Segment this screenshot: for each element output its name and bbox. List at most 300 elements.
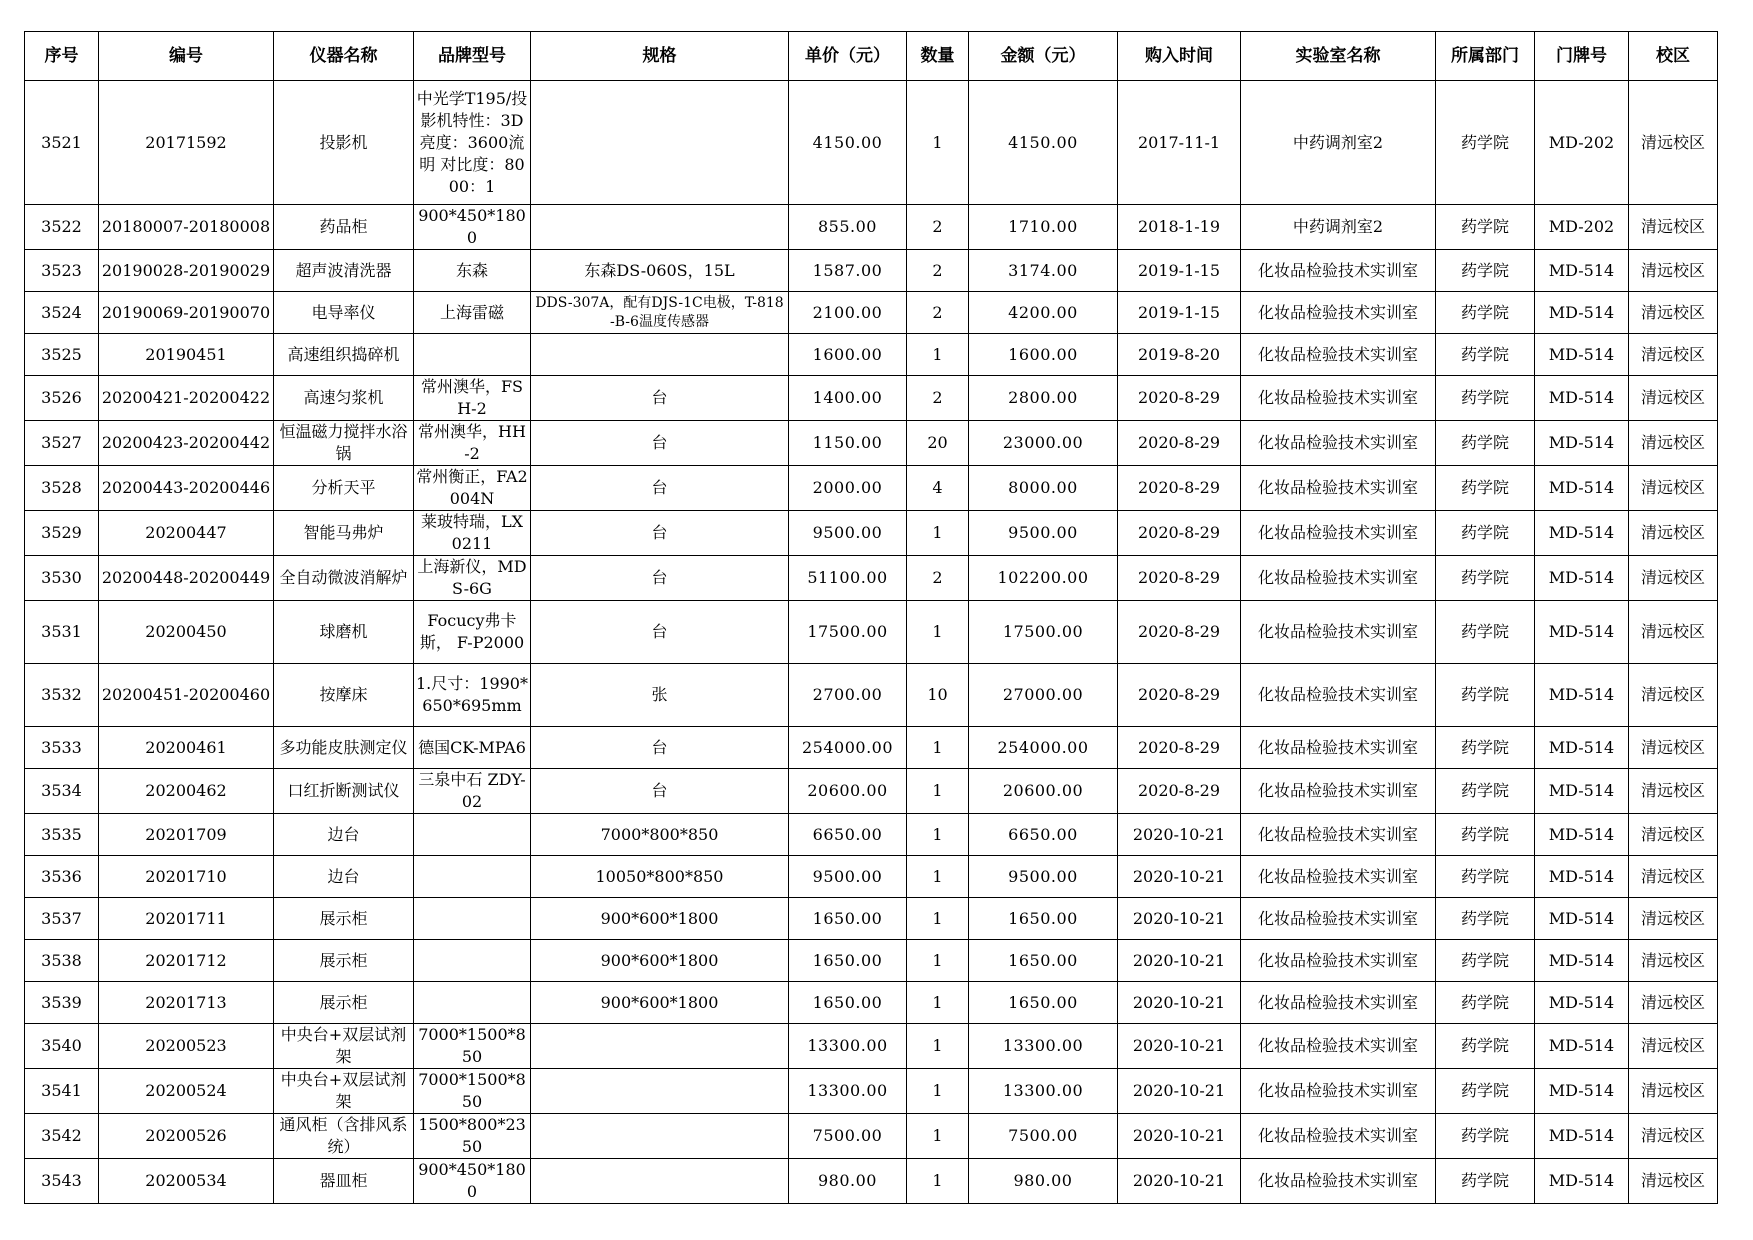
cell-specification-text: DDS-307A，配有DJS-1C电极，T-818-B-6温度传感器 xyxy=(535,294,784,330)
cell-specification xyxy=(531,376,789,421)
cell-asset-number xyxy=(99,982,274,1024)
cell-index xyxy=(25,898,99,940)
cell-department-text: 药学院 xyxy=(1460,992,1509,1012)
cell-quantity xyxy=(907,1114,969,1159)
cell-instrument-name xyxy=(274,292,414,334)
cell-amount xyxy=(969,556,1118,601)
cell-purchase-date-text: 2020-8-29 xyxy=(1137,568,1221,587)
cell-asset-number xyxy=(99,898,274,940)
cell-purchase-date xyxy=(1118,292,1241,334)
cell-quantity-text: 2 xyxy=(932,260,943,280)
cell-room-number xyxy=(1535,601,1629,664)
header-brand-model: 品牌型号 xyxy=(414,32,531,81)
cell-department-text: 药学院 xyxy=(1460,1081,1509,1100)
cell-purchase-date-text: 2020-10-21 xyxy=(1132,908,1226,928)
cell-asset-number-text: 20190069-20190070 xyxy=(101,302,271,322)
cell-unit-price-text: 1150.00 xyxy=(812,433,883,452)
cell-department xyxy=(1436,556,1535,601)
cell-index-text: 3543 xyxy=(41,1171,82,1190)
cell-brand-model xyxy=(414,334,531,376)
cell-asset-number-text: 20190028-20190029 xyxy=(101,260,271,280)
cell-amount-text: 13300.00 xyxy=(1002,1081,1084,1100)
cell-index-text: 3525 xyxy=(41,344,82,364)
cell-brand-model-text: 德国CK-MPA6 xyxy=(418,737,526,757)
cell-instrument-name-text: 按摩床 xyxy=(319,685,368,704)
cell-purchase-date xyxy=(1118,898,1241,940)
cell-department-text: 药学院 xyxy=(1460,622,1509,641)
cell-unit-price-text: 13300.00 xyxy=(807,1036,888,1055)
cell-asset-number xyxy=(99,601,274,664)
cell-quantity-text: 1 xyxy=(932,737,943,757)
cell-lab-name xyxy=(1241,250,1436,292)
cell-instrument-name-text: 超声波清洗器 xyxy=(295,260,392,280)
cell-brand-model xyxy=(414,814,531,856)
cell-unit-price xyxy=(789,511,907,556)
cell-purchase-date-text: 2020-8-29 xyxy=(1137,388,1221,407)
cell-room-number xyxy=(1535,1024,1629,1069)
cell-lab-name xyxy=(1241,940,1436,982)
cell-instrument-name-text: 展示柜 xyxy=(319,908,368,928)
cell-amount xyxy=(969,814,1118,856)
cell-lab-name-text: 化妆品检验技术实训室 xyxy=(1257,260,1418,280)
cell-room-number xyxy=(1535,556,1629,601)
cell-department-text: 药学院 xyxy=(1460,908,1509,928)
cell-asset-number-text: 20201710 xyxy=(145,866,227,886)
cell-room-number-text: MD-514 xyxy=(1548,737,1615,757)
cell-specification xyxy=(531,814,789,856)
cell-brand-model xyxy=(414,511,531,556)
cell-index-text: 3541 xyxy=(41,1081,82,1100)
cell-purchase-date-text: 2020-10-21 xyxy=(1132,1171,1226,1190)
cell-lab-name xyxy=(1241,601,1436,664)
cell-quantity xyxy=(907,292,969,334)
cell-amount xyxy=(969,205,1118,250)
cell-brand-model xyxy=(414,940,531,982)
cell-unit-price xyxy=(789,376,907,421)
cell-asset-number-text: 20190451 xyxy=(145,344,227,364)
cell-quantity-text: 1 xyxy=(932,1126,943,1145)
cell-quantity xyxy=(907,334,969,376)
cell-campus-text: 清远校区 xyxy=(1640,260,1705,280)
header-campus: 校区 xyxy=(1629,32,1718,81)
cell-brand-model-text: 常州衡正，FA2004N xyxy=(416,467,528,508)
cell-department-text: 药学院 xyxy=(1460,523,1509,542)
cell-department-text: 药学院 xyxy=(1460,1126,1509,1145)
cell-asset-number xyxy=(99,1159,274,1204)
cell-purchase-date xyxy=(1118,814,1241,856)
cell-department-text: 药学院 xyxy=(1460,781,1509,800)
table-row xyxy=(25,511,1718,556)
cell-specification xyxy=(531,898,789,940)
cell-lab-name xyxy=(1241,898,1436,940)
cell-lab-name-text: 化妆品检验技术实训室 xyxy=(1257,737,1418,757)
cell-department xyxy=(1436,421,1535,466)
cell-asset-number-text: 20180007-20180008 xyxy=(101,217,271,236)
cell-asset-number-text: 20200448-20200449 xyxy=(101,568,271,587)
cell-amount-text: 1710.00 xyxy=(1008,217,1078,236)
table-row xyxy=(25,250,1718,292)
cell-room-number-text: MD-202 xyxy=(1548,132,1615,152)
cell-room-number xyxy=(1535,898,1629,940)
cell-lab-name xyxy=(1241,421,1436,466)
cell-brand-model-text: 东森 xyxy=(455,260,488,280)
cell-quantity-text: 1 xyxy=(932,1036,943,1055)
cell-asset-number xyxy=(99,856,274,898)
cell-department xyxy=(1436,292,1535,334)
cell-brand-model xyxy=(414,466,531,511)
table-row xyxy=(25,1024,1718,1069)
cell-room-number xyxy=(1535,769,1629,814)
cell-index xyxy=(25,250,99,292)
cell-specification-text: 台 xyxy=(651,622,668,641)
cell-purchase-date xyxy=(1118,421,1241,466)
cell-amount-text: 20600.00 xyxy=(1002,781,1084,800)
cell-amount xyxy=(969,727,1118,769)
cell-index-text: 3537 xyxy=(41,908,82,928)
cell-quantity-text: 1 xyxy=(932,132,943,152)
cell-room-number-text: MD-514 xyxy=(1548,781,1615,800)
table-row xyxy=(25,601,1718,664)
cell-index xyxy=(25,1069,99,1114)
table-row xyxy=(25,466,1718,511)
cell-purchase-date-text: 2020-10-21 xyxy=(1132,1036,1226,1055)
cell-instrument-name xyxy=(274,727,414,769)
cell-lab-name xyxy=(1241,814,1436,856)
cell-lab-name-text: 化妆品检验技术实训室 xyxy=(1257,1126,1418,1145)
cell-specification xyxy=(531,334,789,376)
cell-department-text: 药学院 xyxy=(1460,433,1509,452)
cell-unit-price-text: 2000.00 xyxy=(812,478,883,497)
cell-brand-model xyxy=(414,1159,531,1204)
cell-unit-price xyxy=(789,727,907,769)
cell-brand-model-text: 7000*1500*850 xyxy=(418,1070,526,1111)
cell-asset-number-text: 20200461 xyxy=(145,737,227,757)
cell-amount-text: 254000.00 xyxy=(997,737,1089,757)
cell-campus xyxy=(1629,982,1718,1024)
cell-index xyxy=(25,856,99,898)
cell-room-number xyxy=(1535,940,1629,982)
cell-purchase-date xyxy=(1118,556,1241,601)
cell-amount xyxy=(969,1069,1118,1114)
cell-campus xyxy=(1629,1024,1718,1069)
cell-room-number-text: MD-514 xyxy=(1548,568,1615,587)
cell-index-text: 3532 xyxy=(41,685,82,704)
cell-index-text: 3533 xyxy=(41,737,82,757)
cell-unit-price-text: 1587.00 xyxy=(812,260,883,280)
cell-room-number-text: MD-514 xyxy=(1548,388,1615,407)
cell-department xyxy=(1436,81,1535,205)
cell-department-text: 药学院 xyxy=(1460,1036,1509,1055)
cell-department xyxy=(1436,601,1535,664)
cell-amount-text: 980.00 xyxy=(1013,1171,1073,1190)
header-room-number: 门牌号 xyxy=(1535,32,1629,81)
cell-lab-name xyxy=(1241,205,1436,250)
cell-quantity xyxy=(907,556,969,601)
cell-department-text: 药学院 xyxy=(1460,866,1509,886)
cell-index xyxy=(25,466,99,511)
cell-room-number-text: MD-514 xyxy=(1548,685,1615,704)
cell-amount-text: 23000.00 xyxy=(1002,433,1084,452)
cell-campus-text: 清远校区 xyxy=(1640,388,1705,407)
header-unit-price: 单价（元） xyxy=(789,32,907,81)
cell-specification-text: 张 xyxy=(651,685,668,704)
cell-specification xyxy=(531,1114,789,1159)
cell-campus xyxy=(1629,940,1718,982)
cell-amount xyxy=(969,292,1118,334)
cell-asset-number xyxy=(99,1024,274,1069)
cell-index-text: 3530 xyxy=(41,568,82,587)
cell-index xyxy=(25,376,99,421)
cell-department xyxy=(1436,727,1535,769)
cell-brand-model xyxy=(414,205,531,250)
cell-specification xyxy=(531,601,789,664)
cell-asset-number-text: 20200526 xyxy=(145,1126,227,1145)
cell-amount-text: 9500.00 xyxy=(1008,523,1078,542)
cell-campus-text: 清远校区 xyxy=(1640,478,1705,497)
cell-unit-price xyxy=(789,898,907,940)
cell-department-text: 药学院 xyxy=(1460,1171,1509,1190)
cell-purchase-date-text: 2020-10-21 xyxy=(1132,992,1226,1012)
cell-unit-price-text: 9500.00 xyxy=(812,866,883,886)
cell-specification-text: 台 xyxy=(651,737,668,757)
cell-specification xyxy=(531,769,789,814)
cell-room-number xyxy=(1535,982,1629,1024)
cell-department xyxy=(1436,205,1535,250)
cell-campus xyxy=(1629,769,1718,814)
cell-instrument-name-text: 边台 xyxy=(327,824,360,844)
cell-instrument-name xyxy=(274,1024,414,1069)
cell-instrument-name xyxy=(274,601,414,664)
cell-room-number xyxy=(1535,205,1629,250)
cell-department xyxy=(1436,664,1535,727)
cell-purchase-date xyxy=(1118,1024,1241,1069)
cell-lab-name xyxy=(1241,511,1436,556)
header-row xyxy=(25,32,1718,81)
cell-amount xyxy=(969,376,1118,421)
table-row xyxy=(25,205,1718,250)
cell-lab-name xyxy=(1241,376,1436,421)
cell-instrument-name-text: 智能马弗炉 xyxy=(303,523,384,542)
cell-quantity xyxy=(907,814,969,856)
cell-index xyxy=(25,814,99,856)
cell-amount-text: 2800.00 xyxy=(1008,388,1078,407)
cell-brand-model xyxy=(414,81,531,205)
cell-lab-name-text: 化妆品检验技术实训室 xyxy=(1257,1036,1418,1055)
cell-instrument-name xyxy=(274,1159,414,1204)
cell-lab-name-text: 化妆品检验技术实训室 xyxy=(1257,523,1418,542)
cell-campus xyxy=(1629,466,1718,511)
cell-asset-number xyxy=(99,292,274,334)
cell-room-number-text: MD-514 xyxy=(1548,950,1615,970)
cell-index xyxy=(25,769,99,814)
cell-lab-name-text: 化妆品检验技术实训室 xyxy=(1257,1171,1418,1190)
cell-purchase-date-text: 2020-8-29 xyxy=(1137,478,1221,497)
cell-specification xyxy=(531,1024,789,1069)
cell-campus xyxy=(1629,81,1718,205)
cell-brand-model-text: 900*450*1800 xyxy=(418,206,526,247)
cell-quantity xyxy=(907,511,969,556)
cell-lab-name-text: 化妆品检验技术实训室 xyxy=(1257,478,1418,497)
cell-unit-price xyxy=(789,250,907,292)
cell-room-number-text: MD-514 xyxy=(1548,344,1615,364)
cell-amount xyxy=(969,1114,1118,1159)
table-row xyxy=(25,982,1718,1024)
cell-lab-name xyxy=(1241,769,1436,814)
cell-lab-name xyxy=(1241,1159,1436,1204)
cell-amount-text: 3174.00 xyxy=(1008,260,1078,280)
cell-specification xyxy=(531,205,789,250)
cell-quantity xyxy=(907,601,969,664)
cell-instrument-name-text: 分析天平 xyxy=(311,478,376,497)
cell-instrument-name-text: 展示柜 xyxy=(319,950,368,970)
cell-index xyxy=(25,511,99,556)
cell-lab-name xyxy=(1241,334,1436,376)
cell-amount-text: 17500.00 xyxy=(1002,622,1084,641)
cell-campus xyxy=(1629,856,1718,898)
cell-amount xyxy=(969,1024,1118,1069)
cell-quantity-text: 1 xyxy=(932,622,943,641)
cell-unit-price-text: 855.00 xyxy=(818,217,877,236)
cell-index xyxy=(25,1114,99,1159)
cell-index-text: 3536 xyxy=(41,866,82,886)
cell-campus xyxy=(1629,1159,1718,1204)
cell-quantity-text: 1 xyxy=(932,781,943,800)
cell-instrument-name-text: 展示柜 xyxy=(319,992,368,1012)
cell-room-number-text: MD-514 xyxy=(1548,478,1615,497)
cell-purchase-date-text: 2020-8-29 xyxy=(1137,737,1221,757)
cell-index-text: 3521 xyxy=(41,132,82,152)
cell-specification xyxy=(531,1159,789,1204)
cell-unit-price xyxy=(789,1159,907,1204)
header-instrument-name: 仪器名称 xyxy=(274,32,414,81)
cell-room-number-text: MD-514 xyxy=(1548,433,1615,452)
cell-unit-price-text: 20600.00 xyxy=(807,781,888,800)
cell-department xyxy=(1436,334,1535,376)
cell-campus xyxy=(1629,205,1718,250)
cell-unit-price xyxy=(789,601,907,664)
cell-instrument-name-text: 边台 xyxy=(327,866,360,886)
cell-department xyxy=(1436,511,1535,556)
cell-specification xyxy=(531,81,789,205)
cell-unit-price-text: 1650.00 xyxy=(812,950,883,970)
cell-department xyxy=(1436,769,1535,814)
cell-purchase-date xyxy=(1118,250,1241,292)
cell-purchase-date-text: 2018-1-19 xyxy=(1137,217,1221,236)
cell-department xyxy=(1436,250,1535,292)
table-row xyxy=(25,376,1718,421)
cell-asset-number xyxy=(99,334,274,376)
cell-unit-price xyxy=(789,1024,907,1069)
cell-lab-name-text: 化妆品检验技术实训室 xyxy=(1257,824,1418,844)
cell-lab-name-text: 中药调剂室2 xyxy=(1292,217,1384,236)
cell-room-number xyxy=(1535,250,1629,292)
cell-brand-model xyxy=(414,1114,531,1159)
cell-amount-text: 4150.00 xyxy=(1008,132,1078,152)
cell-quantity xyxy=(907,769,969,814)
cell-room-number-text: MD-514 xyxy=(1548,992,1615,1012)
cell-instrument-name-text: 通风柜（含排风系统） xyxy=(279,1115,408,1156)
cell-quantity-text: 2 xyxy=(932,217,943,236)
cell-amount-text: 1600.00 xyxy=(1008,344,1078,364)
cell-room-number xyxy=(1535,727,1629,769)
cell-brand-model xyxy=(414,556,531,601)
header-purchase-date: 购入时间 xyxy=(1118,32,1241,81)
table-row xyxy=(25,556,1718,601)
cell-lab-name xyxy=(1241,1069,1436,1114)
cell-lab-name-text: 化妆品检验技术实训室 xyxy=(1257,950,1418,970)
cell-purchase-date xyxy=(1118,769,1241,814)
cell-room-number xyxy=(1535,1159,1629,1204)
cell-quantity-text: 1 xyxy=(932,523,943,542)
cell-room-number xyxy=(1535,376,1629,421)
header-lab-name: 实验室名称 xyxy=(1241,32,1436,81)
cell-amount-text: 7500.00 xyxy=(1008,1126,1078,1145)
cell-brand-model xyxy=(414,292,531,334)
cell-campus-text: 清远校区 xyxy=(1640,523,1705,542)
cell-campus xyxy=(1629,511,1718,556)
cell-quantity xyxy=(907,664,969,727)
cell-index-text: 3523 xyxy=(41,260,82,280)
cell-unit-price xyxy=(789,421,907,466)
cell-unit-price-text: 17500.00 xyxy=(807,622,888,641)
cell-asset-number-text: 20200447 xyxy=(145,523,227,542)
cell-specification-text: 台 xyxy=(651,523,668,542)
cell-lab-name xyxy=(1241,1114,1436,1159)
cell-quantity-text: 4 xyxy=(932,478,943,497)
cell-department xyxy=(1436,814,1535,856)
cell-lab-name xyxy=(1241,81,1436,205)
cell-lab-name-text: 化妆品检验技术实训室 xyxy=(1257,992,1418,1012)
cell-instrument-name-text: 全自动微波消解炉 xyxy=(279,568,408,587)
cell-purchase-date xyxy=(1118,856,1241,898)
cell-lab-name-text: 化妆品检验技术实训室 xyxy=(1257,433,1418,452)
table-row xyxy=(25,1069,1718,1114)
cell-quantity-text: 2 xyxy=(932,568,943,587)
cell-unit-price-text: 6650.00 xyxy=(812,824,883,844)
cell-lab-name-text: 化妆品检验技术实训室 xyxy=(1257,1081,1418,1100)
cell-purchase-date-text: 2020-8-29 xyxy=(1137,685,1221,704)
cell-brand-model xyxy=(414,982,531,1024)
cell-purchase-date xyxy=(1118,982,1241,1024)
cell-instrument-name-text: 中央台+双层试剂架 xyxy=(280,1070,407,1111)
header-amount: 金额（元） xyxy=(969,32,1118,81)
table-row xyxy=(25,856,1718,898)
table-row xyxy=(25,1159,1718,1204)
cell-department xyxy=(1436,1114,1535,1159)
cell-lab-name xyxy=(1241,856,1436,898)
cell-brand-model xyxy=(414,769,531,814)
cell-campus-text: 清远校区 xyxy=(1640,568,1705,587)
cell-department-text: 药学院 xyxy=(1460,478,1509,497)
cell-amount xyxy=(969,511,1118,556)
cell-index xyxy=(25,940,99,982)
cell-unit-price-text: 980.00 xyxy=(818,1171,877,1190)
cell-campus xyxy=(1629,898,1718,940)
cell-instrument-name-text: 中央台+双层试剂架 xyxy=(280,1025,407,1066)
cell-asset-number-text: 20200423-20200442 xyxy=(101,433,271,452)
cell-campus xyxy=(1629,421,1718,466)
cell-asset-number xyxy=(99,814,274,856)
table-row xyxy=(25,292,1718,334)
cell-asset-number xyxy=(99,466,274,511)
cell-index-text: 3528 xyxy=(41,478,82,497)
cell-campus-text: 清远校区 xyxy=(1640,781,1705,800)
cell-instrument-name xyxy=(274,376,414,421)
cell-lab-name xyxy=(1241,982,1436,1024)
cell-quantity-text: 2 xyxy=(932,302,943,322)
cell-instrument-name-text: 药品柜 xyxy=(319,217,368,236)
cell-instrument-name xyxy=(274,769,414,814)
